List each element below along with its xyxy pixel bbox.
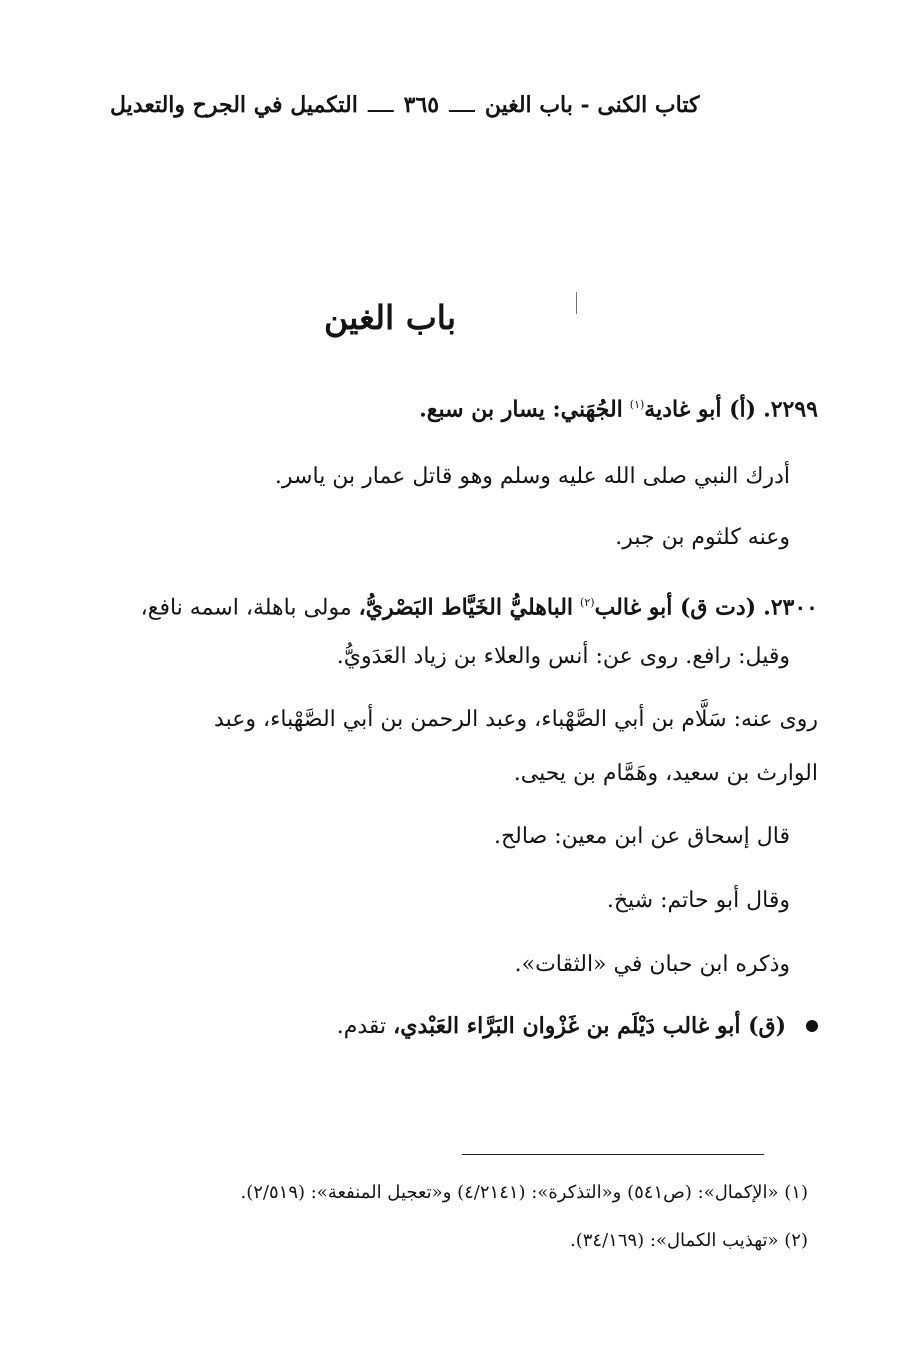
- cross-reference-rest: تقدم.: [336, 1014, 387, 1039]
- footnote-marker: (٢): [580, 596, 595, 609]
- entry-text-line: وقيل: رافع. روى عن: أنس والعلاء بن زياد العَدَويُّ.: [336, 644, 790, 669]
- chapter-title: باب الغين: [323, 298, 457, 337]
- entry-heading: [419, 390, 818, 425]
- entry-text-line: قال إسحاق عن ابن معين: صالح.: [493, 824, 790, 849]
- footnote-marker: (١): [629, 398, 645, 411]
- entry-text-line: وعنه كلثوم بن جبر.: [615, 525, 790, 550]
- entry-text-line: وقال أبو حاتم: شيخ.: [606, 888, 790, 913]
- cross-reference-name: (ق) أبو غالب دَيْلَم بن غَزْوان البَرَّاء العَبْدي،: [393, 1013, 786, 1039]
- entry-text-line: روى عنه: سَلَّام بن أبي الصَّهْباء، وعبد الرحمن بن أبي الصَّهْباء، وعبد: [214, 707, 818, 732]
- entry-name: (دت ق) أبو غالب: [594, 594, 757, 621]
- entry-text-line: الوارث بن سعيد، وهَمَّام بن يحيى.: [513, 761, 818, 786]
- entry-heading: [72, 588, 818, 623]
- header-book-title: التكميل في الجرح والتعديل: [110, 92, 358, 118]
- entry-text-line: وذكره ابن حبان في «الثقات».: [514, 952, 790, 977]
- entry-number: ٢٣٠٠.: [763, 594, 818, 621]
- running-header: [110, 92, 760, 118]
- entry-name-rest: الجُهَني: يسار بن سبع.: [419, 396, 623, 423]
- bullet-icon: [806, 1020, 818, 1032]
- entry-name: (أ) أبو غادية: [644, 396, 757, 423]
- cross-reference-entry: [337, 1011, 786, 1042]
- header-dash: ــــ: [449, 92, 475, 118]
- footnote: (٢) «تهذيب الكمال»: (٣٤/١٦٩).: [570, 1230, 808, 1251]
- entry-text-line: أدرك النبي صلى الله عليه وسلم وهو قاتل عمار بن ياسر.: [274, 464, 790, 489]
- entry-name-rest: الباهليُّ الخَيَّاط البَصْريُّ،: [358, 594, 574, 621]
- header-dash: ــــ: [367, 92, 394, 118]
- header-page-number: ٣٦٥: [403, 92, 440, 118]
- header-section: كتاب الكنى - باب الغين: [484, 92, 700, 118]
- margin-mark: [576, 292, 577, 314]
- entry-name-tail: مولى باهلة، اسمه نافع،: [140, 595, 352, 621]
- entry-number: ٢٢٩٩.: [763, 396, 818, 423]
- footnote: (١) «الإكمال»: (ص٥٤١) و«التذكرة»: (٤/٢١٤١) و«تعجيل المنفعة»: (٢/٥١٩).: [240, 1182, 808, 1203]
- footnote-divider: [462, 1154, 764, 1155]
